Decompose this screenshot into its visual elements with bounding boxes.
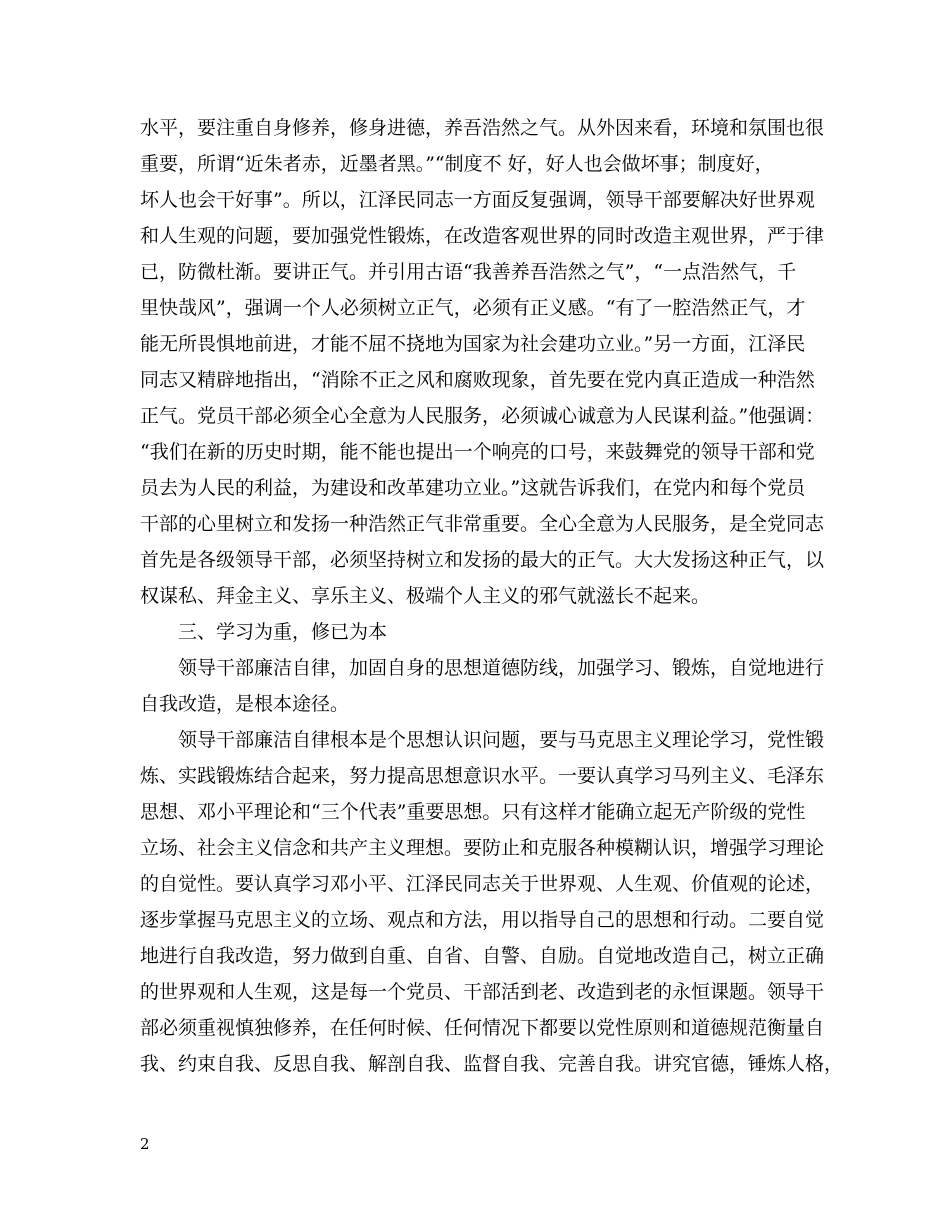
body-text-line: 部必须重视慎独修养，在任何时候、任何情况下都要以党性原则和道德规范衡量自 [140,1017,825,1039]
body-text-line: 员去为人民的利益，为建设和改革建功立业。”这就告诉我们，在党内和每个党员 [140,477,806,499]
body-text-line: 领导干部廉洁自律根本是个思想认识问题，要与马克思主义理论学习，党性锻 [178,729,825,751]
section-heading: 三、学习为重，修已为本 [178,621,388,643]
body-text-line: 思想、邓小平理论和“三个代表”重要思想。只有这样才能确立起无产阶级的党性 [140,801,806,823]
body-text-line: 重要，所谓“近朱者赤，近墨者黑。”“制度不 好，好人也会做坏事；制度好， [140,153,774,175]
body-text-line: “我们在新的历史时期，能不能也提出一个响亮的口号，来鼓舞党的领导干部和党 [140,441,815,463]
body-text-line: 炼、实践锻炼结合起来，努力提高思想意识水平。一要认真学习马列主义、毛泽东 [140,765,825,787]
body-text-line: 已，防微杜渐。要讲正气。并引用古语“我善养吾浩然之气”，“一点浩然气，千 [140,261,797,283]
body-text-line: 地进行自我改造，努力做到自重、自省、自警、自励。自觉地改造自己，树立正确 [140,945,825,967]
body-text-line: 正气。党员干部必须全心全意为人民服务，必须诚心诚意为人民谋利益。”他强调： [140,405,825,427]
body-text-line: 自我改造，是根本途径。 [140,693,350,715]
body-text-line: 里快哉风”，强调一个人必须树立正气，必须有正义感。“有了一腔浩然正气，才 [140,297,806,319]
body-text-line: 权谋私、拜金主义、享乐主义、极端个人主义的邪气就滋长不起来。 [140,585,711,607]
page-number: 2 [140,1135,150,1153]
body-text-line: 立场、社会主义信念和共产主义理想。要防止和克服各种模糊认识，增强学习理论 [140,837,825,859]
body-text-line: 我、约束自我、反思自我、解剖自我、监督自我、完善自我。讲究官德，锤炼人格， [140,1053,844,1075]
body-text-line: 的世界观和人生观，这是每一个党员、干部活到老、改造到老的永恒课题。领导干 [140,981,825,1003]
body-text-line: 坏人也会干好事”。所以，江泽民同志一方面反复强调，领导干部要解决好世界观 [140,189,815,211]
body-text-line: 水平，要注重自身修养，修身进德，养吾浩然之气。从外因来看，环境和氛围也很 [140,117,825,139]
body-text-line: 能无所畏惧地前进，才能不屈不挠地为国家为社会建功立业。”另一方面，江泽民 [140,333,806,355]
body-text-line: 同志又精辟地指出，“消除不正之风和腐败现象，首先要在党内真正造成一种浩然 [140,369,815,391]
body-text-line: 领导干部廉洁自律，加固自身的思想道德防线，加强学习、锻炼，自觉地进行 [178,657,825,679]
body-text-line: 逐步掌握马克思主义的立场、观点和方法，用以指导自己的思想和行动。二要自觉 [140,909,825,931]
body-text-line: 首先是各级领导干部，必须坚持树立和发扬的最大的正气。大大发扬这种正气，以 [140,549,825,571]
body-text-line: 的自觉性。要认真学习邓小平、江泽民同志关于世界观、人生观、价值观的论述， [140,873,825,895]
body-text-line: 和人生观的问题，要加强党性锻炼，在改造客观世界的同时改造主观世界，严于律 [140,225,825,247]
body-text-line: 干部的心里树立和发扬一种浩然正气非常重要。全心全意为人民服务，是全党同志 [140,513,825,535]
